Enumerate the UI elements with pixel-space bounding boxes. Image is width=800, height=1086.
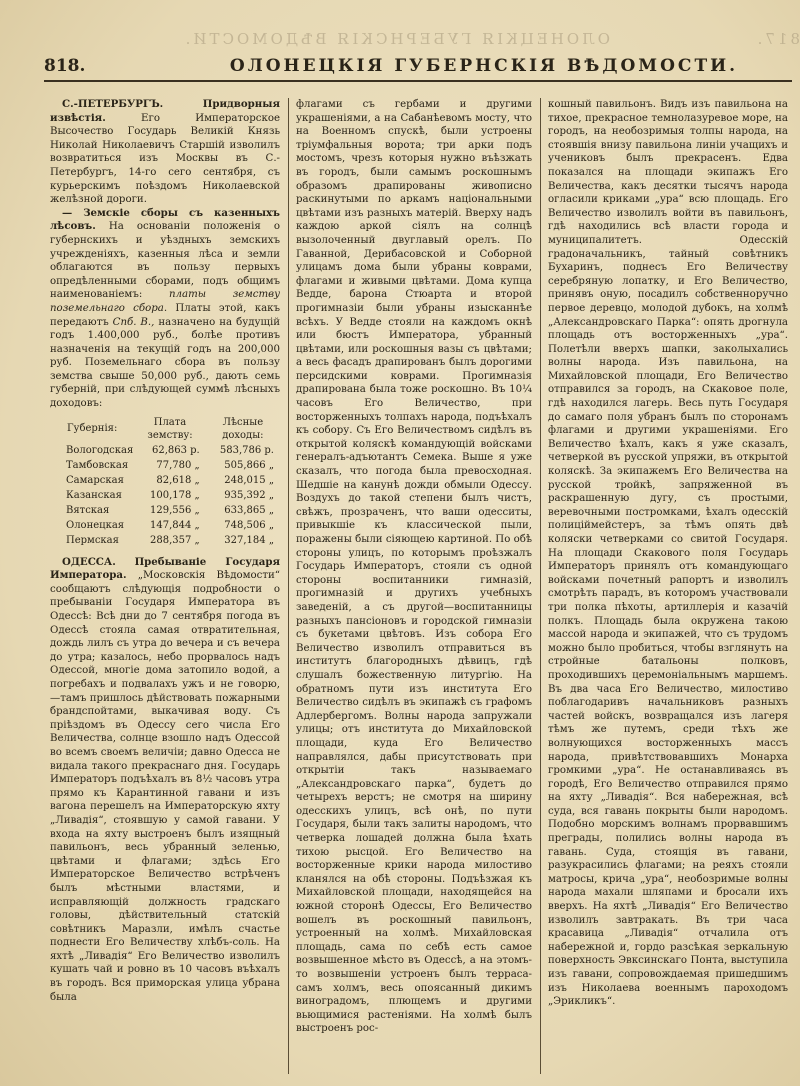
fee-cell: 288,357 „ (150, 534, 200, 546)
province-cell: Вятская (66, 504, 110, 516)
income-cell: 748,506 „ (224, 519, 274, 531)
fee-cell: 77,780 „ (156, 459, 200, 471)
column-header: Губернія: (66, 423, 118, 435)
masthead-title: ОЛОНЕЦКІЯ ГУБЕРНСКІЯ ВѢДОМОСТИ. (229, 56, 739, 76)
bleed-through-text (40, 30, 800, 54)
article-petersburg (50, 98, 280, 207)
province-cell: Тамбовская (66, 459, 129, 471)
table-row (50, 458, 280, 473)
article-city: С.-ПЕТЕРБУРГЪ. (62, 98, 164, 110)
article-text: На основаніи положенія о губернскихъ и уѣздныхъ земскихъ учрежденіяхъ, казенныя лѣса и земли облагаются въ пользу первыхъ опредѣленными сборами, подъ общимъ наименованіемъ: (50, 221, 280, 301)
article-odessa-part-2 (296, 98, 532, 1036)
fee-cell: 147,844 „ (150, 519, 200, 531)
article-text: назначено на будущій годъ 1.400,000 руб., болѣе противъ назначенія на текущій годъ на 200,000 руб. Поземельнаго сбора въ пользу земства свыше 50,000 руб., дають семь губерній, при слѣдующей суммѣ лѣсныхъ доходовъ: (50, 316, 280, 410)
fee-cell: 62,863 р. (151, 444, 200, 456)
bleed-page-number: 817. (754, 30, 800, 48)
fee-cell: 100,178 „ (150, 489, 200, 501)
column-2 (296, 98, 532, 1070)
fee-cell: 82,618 „ (156, 474, 200, 486)
article-city: ОДЕССА. (62, 555, 116, 568)
income-cell: 583,786 р. (219, 444, 274, 456)
article-zemstvo (50, 207, 280, 411)
table-row (50, 503, 280, 518)
column-3 (548, 98, 788, 1070)
article-heading: Пребываніе Государя Императора. (50, 555, 280, 582)
article-heading: Придворныя извѣстія. (50, 98, 280, 124)
province-cell: Олонецкая (66, 519, 125, 531)
table-row (50, 518, 280, 533)
table-row (50, 443, 280, 458)
page-number: 818. (44, 56, 86, 76)
source-citation: Спб. В., (112, 316, 155, 328)
page-header (44, 54, 792, 82)
income-cell: 505,866 „ (224, 459, 274, 471)
column-divider (540, 98, 541, 1074)
table-row (50, 488, 280, 503)
column-header: Лѣсные доходы: (222, 416, 264, 441)
table-row (50, 473, 280, 488)
fee-cell: 129,556 „ (150, 504, 200, 516)
income-cell: 327,184 „ (224, 534, 274, 546)
article-text: Его Императорское Высочество Государь Великій Князь Николай Николаевичъ Старшій изволилъ возвратиться изъ Москвы въ С.-Петербургъ, 14-го сего сентября, съ курьерскимъ поѣздомъ Николаевской желѣзной дороги. (50, 112, 280, 206)
article-text: кошный павильонъ. Видъ изъ павильона на тихое, прекрасное темнолазуревое море, на городъ, на необозримыя толпы народа, на стоявшія внизу павильона линіи учащихъ и учениковъ былъ прекрасенъ. Едва показался на площади экипажъ Его Величества, какъ десятки тысячъ народа огласили криками „ура“ всю площадь. Его Величество изволилъ войти въ павильонъ, гдѣ находились всѣ власти города и муниципалитетъ. Одесскій градоначальникъ, тайный совѣтникъ Бухаринъ, поднесъ Его Величеству серебряную лопатку, и Его Величество, принявъ оную, посадилъ собственноручно первое деревцо, молодой дубокъ, на холмѣ „Александровскаго Парка“: опять дрогнула площадь отъ восторженныхъ „ура“. Полетѣли вверхъ шапки, заколыхались волны народа. Изъ павильона, на Михайловской площади, Его Величество отправился за городъ, на Скаковое поле, гдѣ находился лагерь. Весь путь Государя до самаго поля убранъ былъ по сторонамъ флагами и другими украшеніями. Его Величество ѣхалъ, какъ я уже сказалъ, четверкой въ русской упряжи, въ открытой коляскѣ. За экипажемъ Его Величества на русской тройкѣ, запряженной въ раскрашенную дугу, съ простыми, веревочными постромками, ѣхалъ одесскій полиціймейстеръ, за тѣмъ опять двѣ коляски четверками со свитой Государя. На площади Скакового поля Государь Императоръ принялъ отъ командующаго войсками почетный рапортъ и изволилъ смотрѣть парадъ, въ которомъ участвовали три полка пѣхоты, артиллерія и казачій полкъ. Площадь была окружена такою массой народа и экипажей, что съ трудомъ можно было пробиться, чтобы взглянуть на стройные батальоны полковъ, проходившихъ церемоніальнымъ маршемъ. Въ два часа Его Величество, милостиво поблагодаривъ начальниковъ разныхъ частей войскъ, возвращался изъ лагеря тѣмъ же путемъ, среди тѣхъ же волнующихся восторженныхъ массъ народа, привѣтствовавшихъ Монарха громкими „ура“. Не останавливаясь въ городѣ, Его Величество отправился прямо на яхту „Ливадія“. Вся набережная, всѣ суда, вся гавань покрыты были народомъ. Подобно морскимъ волнамъ прорвавшимъ преграды, полились волны народа въ гавань. Суда, стоящія въ гавани, разукрасились флагами; на реяхъ стояли матросы, крича „ура“, необозримые волны народа махали шляпами и бросали ихъ вверхъ. На яхтѣ „Ливадія“ Его Величество изволилъ завтракать. Въ три часа красавица „Ливадія“ отчалила отъ набережной и, гордо разсѣкая зеркальную поверхность Эвксинскаго Понта, выступила изъ гавани, сопровождаемая пришедшимъ изъ Николаева военнымъ пароходомъ „Эрикликъ“. (548, 99, 788, 1008)
table-header-row (50, 415, 280, 443)
province-cell: Самарская (66, 474, 124, 486)
article-text-italic: платы земству поземельнаго сбора. (50, 289, 280, 314)
column-header: Плата земству: (147, 416, 193, 441)
table-row (50, 533, 280, 548)
bleed-masthead: ОЛОНЕЦКІЯ ГУБЕРНСКІЯ ВѢДОМОСТИ. (182, 30, 610, 48)
article-odessa-part-3 (548, 98, 788, 1009)
article-text: „Московскія Вѣдомости“ сообщаютъ слѣдующія подробности о пребываніи Государя Императора въ Одессѣ: Всѣ дни до 7 сентября погода въ Одессѣ стояла самая отвратительная, дождь лилъ съ утра до вечера и съ вечера до утра; казалось, небо прорвалось надъ Одессой, многіе дома затопило водой, а погребахъ и подвалахъ ужъ и не говорю,—тамъ пришлось дѣйствовать пожарными брандспойтами, выкачивая воду. Съ пріѣздомъ въ Одессу сего числа Его Величества, солнце взошло надъ Одессой во всемъ своемъ величіи; давно Одесса не видала такого прекраснаго дня. Государь Императоръ подъѣхалъ въ 8½ часовъ утра прямо къ Карантинной гавани и изъ вагона перешелъ на Императорскую яхту „Ливадія“, стоявшую у самой гавани. У входа на яхту выстроенъ былъ изящный павильонъ, весь убранный зеленью, цвѣтами и флагами; здѣсь Его Императорское Величество встрѣченъ былъ мѣстными властями, и исправляющій должность градскаго головы, дѣйствительный статскій совѣтникъ Маразли, имѣлъ счастье поднести Его Величеству хлѣбъ-соль. На яхтѣ „Ливадія“ Его Величество изволилъ кушать чай и ровно въ 10 часовъ въѣхалъ въ городъ. Вся приморская улица убрана была (50, 570, 280, 1003)
article-odessa-part-1 (50, 556, 280, 1005)
province-cell: Пермская (66, 534, 119, 546)
article-text: Платы этой, какъ передаютъ (50, 302, 280, 328)
column-divider (288, 98, 289, 1074)
column-1 (50, 98, 280, 1070)
province-cell: Казанская (66, 489, 122, 501)
province-cell: Вологодская (66, 444, 134, 456)
income-cell: 935,392 „ (224, 489, 274, 501)
article-text: флагами съ гербами и другими украшеніями, а на Сабанѣевомъ мосту, что на Военномъ спускѣ, были устроены тріумфальныя ворота; три арки подъ мостомъ, чрезъ которыя нужно въѣзжать въ городъ, были самымъ роскошнымъ образомъ драпированы живописно раскинутыми по аркамъ національными цвѣтами изъ разныхъ матерій. Вверху надъ каждою аркой сіялъ на солнцѣ вызолоченный двуглавый орелъ. По Гаванной, Дерибасовской и Соборной улицамъ дома были убраны коврами, флагами и живыми цвѣтами. Дома купца Ведде, барона Стюарта и второй прогимназіи были убраны изысканнѣе всѣхъ. У Ведде стояли на каждомъ окнѣ или бюстъ Императора, убранный цвѣтами, или роскошныя вазы съ цвѣтами; а весь фасадъ драпированъ былъ дорогими персидскими коврами. Прогимназія драпирована была тоже роскошно. Въ 10¼ часовъ Его Величество, при восторженныхъ толпахъ народа, подъѣхалъ къ собору. Съ Его Величествомъ сидѣлъ въ открытой коляскѣ командующій войсками генералъ-адъютантъ Семека. Выше я уже сказалъ, что погода была превосходная. Шедшіе на канунѣ дожди обмыли Одессу. Воздухъ до такой степени былъ чистъ, свѣжъ, прозраченъ, что ваши одесситы, привыкшіе къ классической пыли, поражены были сіяющею картиной. По обѣ стороны улицъ, по которымъ проѣзжалъ Государь Императоръ, стояли съ одной стороны воспитанники гимназій, прогимназій и другихъ учебныхъ заведеній, а съ другой—воспитанницы разныхъ пансіоновъ и городской гимназіи съ букетами цвѣтовъ. Изъ собора Его Величество изволилъ отправиться въ институтъ благородныхъ дѣвицъ, гдѣ слушалъ божественную литургію. На обратномъ пути изъ института Его Величество сидѣлъ въ экипажѣ съ графомъ Адлербергомъ. Волны народа запружали улицы; отъ института до Михайловской площади, куда Его Величество направлялся, дабы присутствовать при открытіи такъ называемаго „Александровскаго парка“, будетъ до четырехъ верстъ; не смотря на ширину одесскихъ улицъ, всѣ онѣ, по пути Государя, были такъ залиты народомъ, что четверка лошадей должна была ѣхать тихою рысцой. Его Величество на восторженные крики народа милостиво кланялся на обѣ стороны. Подъѣзжая къ Михайловской площади, находящейся на южной сторонѣ Одессы, Его Величество вошелъ въ роскошный павильонъ, устроенный на холмѣ. Михайловская площадь, сама по себѣ есть самое возвышенное мѣсто въ Одессѣ, а на этомъ-то возвышеніи устроенъ былъ терраса-самъ холмъ, весь опоясанный дикимъ виноградомъ, плющемъ и другими вьющимися растеніями. На холмѣ былъ выстроенъ рос- (296, 99, 532, 1035)
income-cell: 248,015 „ (224, 474, 274, 486)
article-heading: — Земскіе сборы съ казенныхъ лѣсовъ. (50, 206, 280, 233)
forest-fees-table (50, 415, 280, 548)
income-cell: 633,865 „ (224, 504, 274, 516)
